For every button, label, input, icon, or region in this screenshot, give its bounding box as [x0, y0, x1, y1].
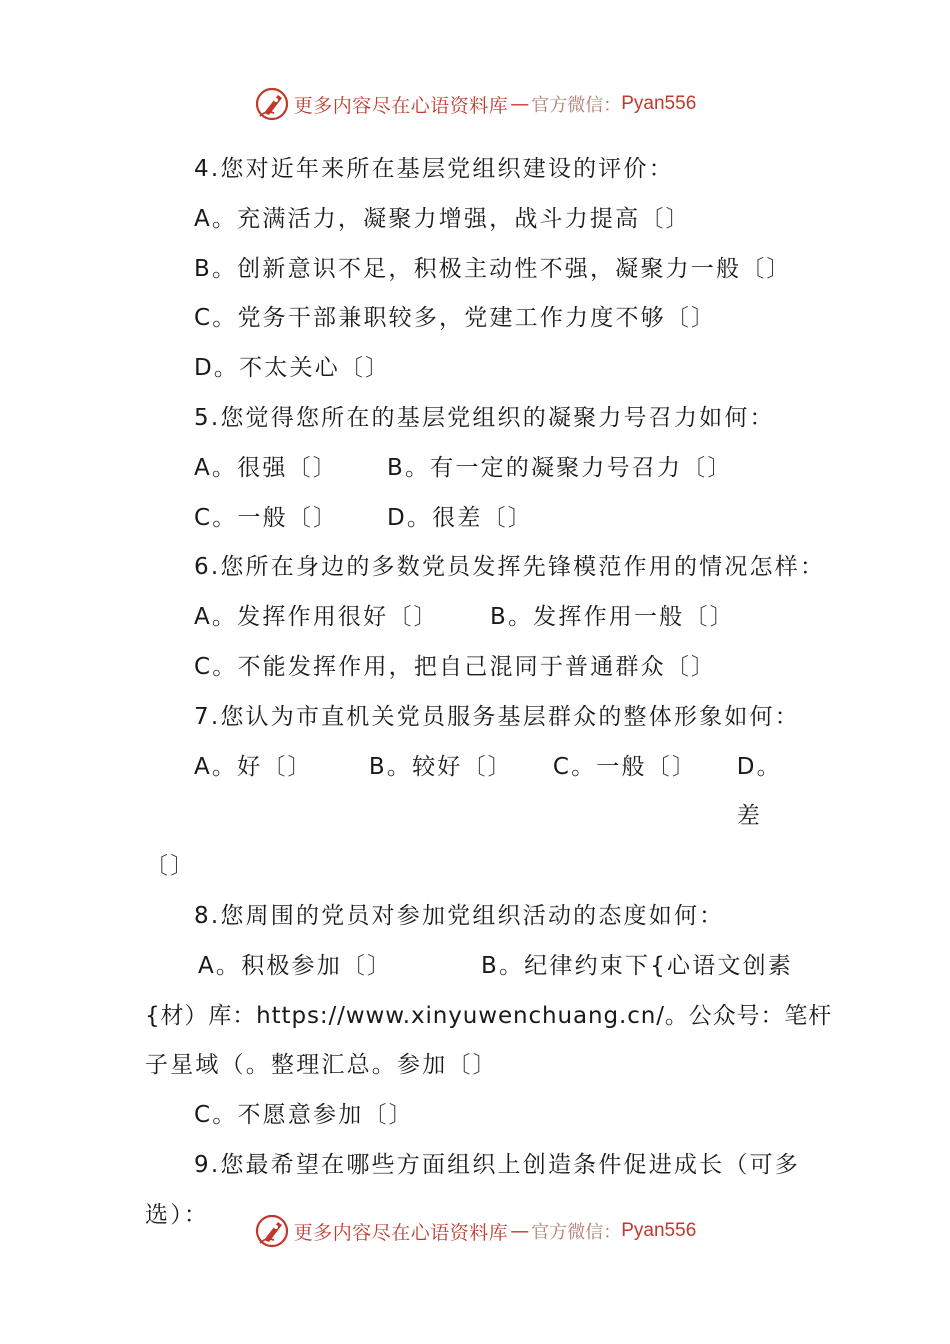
question-5-options-row-1 [145, 444, 807, 494]
question-6-option-a: A。发挥作用很好〔〕 [194, 604, 439, 631]
question-8: 8.您周围的党员对参加党组织活动的态度如何： [194, 902, 725, 929]
footer-banner-dash: — [510, 1220, 530, 1242]
question-5: 5.您觉得您所在的基层党组织的凝聚力号召力如何： [194, 404, 775, 431]
question-7-option-c: C。一般〔〕 [552, 753, 698, 780]
document-body [145, 145, 833, 1241]
question-5-option-c: C。一般〔〕 [194, 504, 339, 531]
question-7-option-b: B。较好〔〕 [368, 753, 513, 780]
footer-banner [0, 1209, 950, 1253]
question-5-option-b: B。有一定的凝聚力号召力〔〕 [387, 454, 733, 481]
banner-wechat-id: Pyan556 [621, 93, 697, 114]
footer-banner-wechat-id: Pyan556 [621, 1220, 697, 1241]
question-5-options-row-2 [145, 494, 807, 544]
question-9-line-1: 9.您最希望在哪些方面组织上创造条件促进成长（可多 [194, 1151, 800, 1178]
question-7-option-d-bracket: 〔〕 [145, 853, 196, 880]
question-6: 6.您所在身边的多数党员发挥先锋模范作用的情况怎样： [194, 554, 826, 581]
question-9-line-2: 选）： [145, 1201, 210, 1228]
footer-banner-wechat-label: 官方微信： [531, 1222, 622, 1243]
question-7-option-d: D。差 [736, 753, 782, 830]
question-8-option-c: C。不愿意参加〔〕 [194, 1102, 414, 1129]
question-6-option-c: C。不能发挥作用，把自己混同于普通群众〔〕 [194, 653, 717, 680]
question-8-option-b-line-2: {材）库：https://www.xinyuwenchuang.cn/。公众号：笔杆 [145, 1002, 833, 1029]
question-5-option-d: D。很差〔〕 [387, 504, 533, 531]
question-8-option-b-line-1: B。纪律约束下{心语文创素 [481, 952, 794, 979]
pen-nib-logo-icon [254, 86, 290, 122]
header-banner [0, 82, 950, 126]
question-4-option-c: C。党务干部兼职较多，党建工作力度不够〔〕 [194, 305, 717, 332]
question-8-options-row [145, 942, 807, 992]
question-7-options-row [145, 743, 807, 843]
question-4-option-d: D。不太关心〔〕 [194, 355, 391, 382]
question-7: 7.您认为市直机关党员服务基层群众的整体形象如何： [194, 703, 800, 730]
question-4-option-a: A。充满活力，凝聚力增强，战斗力提高〔〕 [194, 205, 691, 232]
banner-wechat-label: 官方微信： [531, 95, 622, 116]
question-4: 4.您对近年来所在基层党组织建设的评价： [194, 156, 674, 182]
question-6-options-row [145, 593, 807, 643]
question-6-option-b: B。发挥作用一般〔〕 [490, 604, 735, 631]
banner-title: 更多内容尽在心语资料库 [293, 94, 509, 117]
banner-dash: — [510, 93, 530, 115]
pen-nib-logo-icon [254, 1213, 290, 1249]
footer-banner-title: 更多内容尽在心语资料库 [293, 1221, 509, 1244]
question-7-option-a: A。好〔〕 [194, 753, 313, 780]
question-5-option-a: A。很强〔〕 [194, 454, 338, 481]
question-8-option-b-line-3: 子星域（。整理汇总。参加〔〕 [145, 1052, 498, 1079]
question-8-option-a: A。积极参加〔〕 [198, 952, 393, 979]
question-4-option-b: B。创新意识不足，积极主动性不强，凝聚力一般〔〕 [194, 255, 792, 282]
